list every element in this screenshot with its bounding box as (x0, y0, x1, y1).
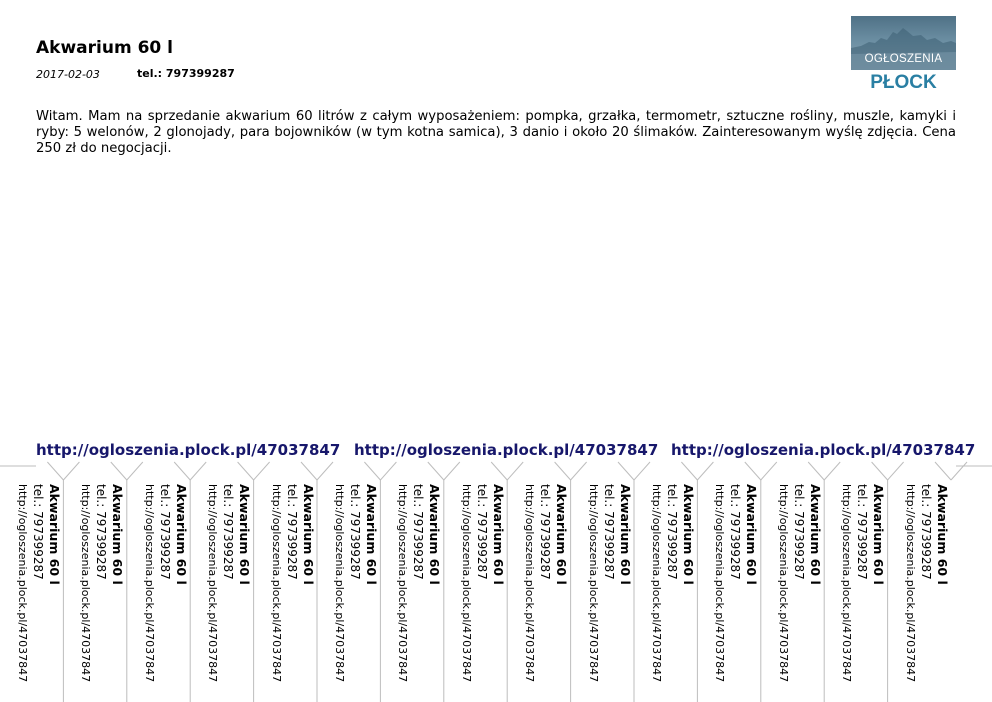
tear-off-tab (127, 478, 190, 702)
tab-content (253, 484, 316, 694)
tear-off-tab (63, 478, 126, 702)
tab-content (379, 484, 442, 694)
tab-phone: tel.: 797399287 (221, 484, 236, 580)
site-logo[interactable] (851, 16, 956, 94)
tab-phone: tel.: 797399287 (538, 484, 553, 580)
ad-link-1[interactable]: http://ogloszenia.plock.pl/47037847 (36, 441, 341, 459)
tab-content (189, 484, 252, 694)
tab-content (823, 484, 886, 694)
tab-url: http://ogloszenia.plock.pl/47037847 (333, 484, 346, 683)
tab-url: http://ogloszenia.plock.pl/47037847 (396, 484, 410, 683)
tab-content (696, 484, 759, 694)
tear-off-tab (824, 478, 887, 702)
tab-title: Akwarium 60 l (617, 484, 633, 585)
tab-title: Akwarium 60 l (807, 484, 823, 585)
tab-title: Akwarium 60 l (364, 484, 379, 585)
ad-link-3[interactable]: http://ogloszenia.plock.pl/47037847 (671, 441, 976, 459)
tab-content (443, 484, 506, 694)
tab-title: Akwarium 60 l (934, 484, 950, 585)
tab-content (62, 484, 125, 694)
tear-off-tab (571, 478, 634, 702)
tab-phone: tel.: 797399287 (665, 484, 679, 580)
tab-phone: tel.: 797399287 (348, 484, 362, 580)
ad-link-2[interactable]: http://ogloszenia.plock.pl/47037847 (354, 441, 659, 459)
tab-title: Akwarium 60 l (427, 484, 443, 585)
tab-url: http://ogloszenia.plock.pl/47037847 (79, 484, 93, 683)
tab-url: http://ogloszenia.plock.pl/47037847 (269, 484, 283, 683)
tab-url: http://ogloszenia.plock.pl/47037847 (142, 484, 156, 683)
tab-url: http://ogloszenia.plock.pl/47037847 (16, 484, 29, 683)
tab-content (316, 484, 379, 694)
ad-phone: tel.: 797399287 (137, 67, 235, 80)
tab-title: Akwarium 60 l (744, 484, 760, 585)
tab-content (0, 484, 62, 694)
tab-phone: tel.: 797399287 (728, 484, 743, 580)
tab-phone: tel.: 797399287 (157, 484, 172, 580)
tab-phone: tel.: 797399287 (94, 484, 109, 580)
tab-title: Akwarium 60 l (554, 484, 570, 585)
tear-off-tab (507, 478, 570, 702)
tab-content (633, 484, 696, 694)
tab-url: http://ogloszenia.plock.pl/47037847 (840, 484, 854, 683)
logo-text-bottom: PŁOCK (870, 72, 937, 93)
tab-content (506, 484, 569, 694)
tear-off-tab (761, 478, 824, 702)
tear-off-tab (380, 478, 443, 702)
tab-phone: tel.: 797399287 (284, 484, 299, 580)
tab-content (760, 484, 823, 694)
ad-title: Akwarium 60 l (36, 38, 173, 58)
tab-title: Akwarium 60 l (237, 484, 253, 585)
tab-phone: tel.: 797399287 (601, 484, 616, 580)
tab-title: Akwarium 60 l (110, 484, 126, 585)
tab-phone: tel.: 797399287 (855, 484, 870, 580)
tab-url: http://ogloszenia.plock.pl/47037847 (903, 484, 917, 683)
tab-content (126, 484, 189, 694)
tab-content (887, 484, 950, 694)
ad-date: 2017-02-03 (36, 68, 100, 81)
tear-off-tab (0, 478, 63, 702)
tab-url: http://ogloszenia.plock.pl/47037847 (776, 484, 790, 683)
tab-title: Akwarium 60 l (300, 484, 316, 585)
tab-title: Akwarium 60 l (173, 484, 189, 585)
tab-phone: tel.: 797399287 (474, 484, 489, 580)
tab-title: Akwarium 60 l (47, 484, 62, 585)
tab-phone: tel.: 797399287 (31, 484, 45, 580)
ad-description: Witam. Mam na sprzedanie akwarium 60 litrów z całym wyposażeniem: pompka, grzałka, termometr, sztuczne rośliny, muszle, kamyki i ryby: 5 welonów, 2 glonojady, para bojowników (w tym kotna samica), 3 danio i około 20 ślimaków. Zainteresowanym wyślę zdjęcia. Cena 250 zł do negocjacji. (36, 109, 956, 157)
tab-url: http://ogloszenia.plock.pl/47037847 (586, 484, 600, 683)
tear-off-tab (317, 478, 380, 702)
tab-url: http://ogloszenia.plock.pl/47037847 (713, 484, 727, 683)
tab-title: Akwarium 60 l (871, 484, 887, 585)
tab-title: Akwarium 60 l (490, 484, 506, 585)
tear-off-tab (634, 478, 697, 702)
tear-off-tab (254, 478, 317, 702)
tab-title: Akwarium 60 l (681, 484, 696, 585)
tab-phone: tel.: 797399287 (791, 484, 806, 580)
tear-off-tabs (0, 478, 992, 702)
tear-off-tab (697, 478, 760, 702)
tab-url: http://ogloszenia.plock.pl/47037847 (206, 484, 220, 683)
tab-content (570, 484, 633, 694)
tab-phone: tel.: 797399287 (411, 484, 426, 580)
tab-url: http://ogloszenia.plock.pl/47037847 (523, 484, 537, 683)
tear-off-tab (444, 478, 507, 702)
logo-text-top: OGŁOSZENIA (864, 53, 943, 65)
tear-off-tab (190, 478, 253, 702)
tab-url: http://ogloszenia.plock.pl/47037847 (650, 484, 663, 683)
tab-url: http://ogloszenia.plock.pl/47037847 (459, 484, 473, 683)
tear-off-tab (888, 478, 951, 702)
tab-phone: tel.: 797399287 (918, 484, 933, 580)
